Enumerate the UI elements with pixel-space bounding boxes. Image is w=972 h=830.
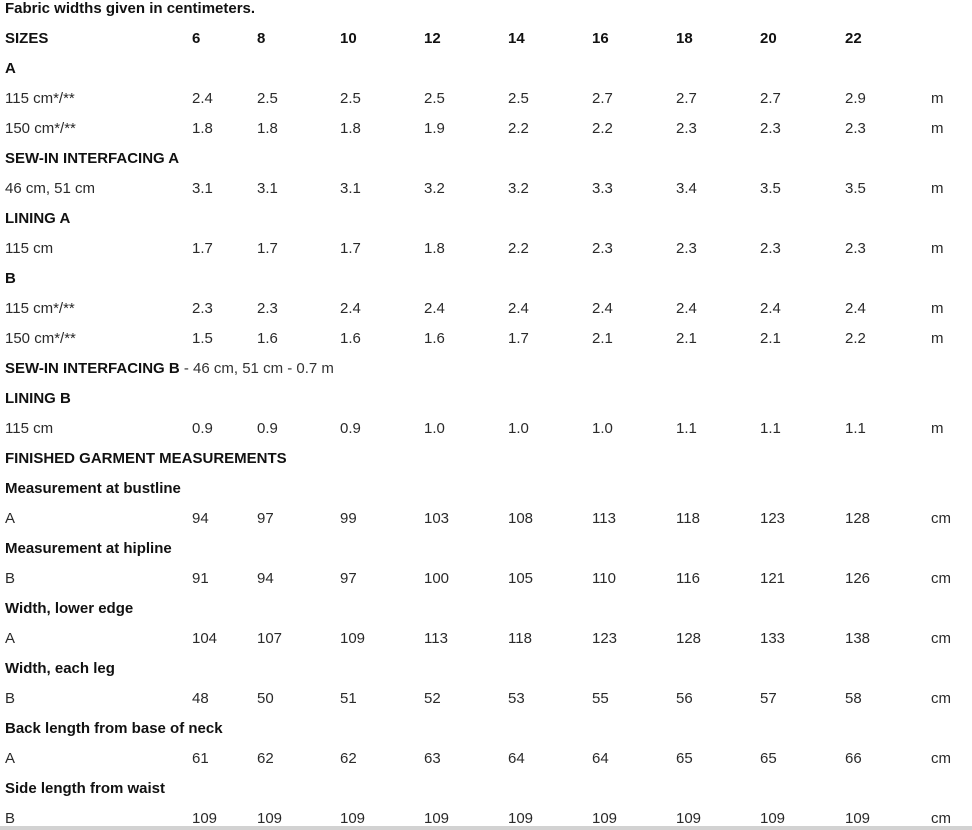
unit-cell: cm	[931, 570, 951, 587]
row-label: A	[5, 630, 16, 647]
value-cell: 1.7	[192, 240, 213, 257]
value-cell: 2.2	[845, 330, 866, 347]
value-cell: 2.4	[845, 300, 866, 317]
value-cell: 1.8	[424, 240, 445, 257]
section-heading-row	[0, 474, 972, 504]
value-cell: 109	[845, 810, 871, 826]
table-row	[0, 174, 972, 204]
value-cell: 2.3	[845, 240, 866, 257]
value-cell: 56	[676, 690, 693, 707]
size-header: 12	[424, 30, 441, 47]
value-cell: 64	[592, 750, 609, 767]
value-cell: 138	[845, 630, 871, 647]
value-cell: 3.5	[760, 180, 781, 197]
value-cell: 91	[192, 570, 209, 587]
value-cell: 1.1	[676, 420, 697, 437]
unit-cell: m	[931, 240, 944, 257]
value-cell: 62	[257, 750, 274, 767]
value-cell: 109	[340, 810, 366, 826]
value-cell: 1.1	[760, 420, 781, 437]
value-cell: 109	[760, 810, 786, 826]
value-cell: 2.3	[760, 240, 781, 257]
section-heading: Width, each leg	[5, 660, 115, 677]
value-cell: 118	[676, 510, 700, 527]
value-cell: 2.3	[257, 300, 278, 317]
value-cell: 113	[592, 510, 616, 527]
section-heading-row	[0, 264, 972, 294]
value-cell: 2.2	[508, 240, 529, 257]
value-cell: 1.6	[424, 330, 445, 347]
value-cell: 1.1	[845, 420, 866, 437]
sizes-header-label: SIZES	[5, 30, 49, 47]
value-cell: 1.8	[340, 120, 361, 137]
value-cell: 1.6	[340, 330, 361, 347]
value-cell: 109	[424, 810, 450, 826]
value-cell: 123	[760, 510, 786, 527]
section-heading-row	[0, 444, 972, 474]
section-heading: Back length from base of neck	[5, 720, 223, 737]
value-cell: 109	[676, 810, 702, 826]
value-cell: 0.9	[340, 420, 361, 437]
row-label: B	[5, 570, 16, 587]
value-cell: 52	[424, 690, 441, 707]
value-cell: 2.4	[760, 300, 781, 317]
unit-cell: m	[931, 180, 944, 197]
value-cell: 113	[424, 630, 448, 647]
value-cell: 2.3	[676, 120, 697, 137]
section-heading-row	[0, 654, 972, 684]
value-cell: 3.1	[340, 180, 361, 197]
section-heading: B	[5, 270, 16, 287]
value-cell: 1.0	[424, 420, 445, 437]
size-header: 14	[508, 30, 525, 47]
section-heading-row	[0, 534, 972, 564]
value-cell: 3.1	[192, 180, 213, 197]
value-cell: 2.3	[676, 240, 697, 257]
value-cell: 1.7	[340, 240, 361, 257]
title-row	[0, 0, 972, 24]
value-cell: 97	[340, 570, 357, 587]
value-cell: 65	[676, 750, 693, 767]
row-label: 150 cm*/**	[5, 120, 76, 137]
value-cell: 3.5	[845, 180, 866, 197]
value-cell: 109	[257, 810, 283, 826]
table-row	[0, 414, 972, 444]
value-cell: 109	[192, 810, 218, 826]
value-cell: 2.5	[257, 90, 278, 107]
section-heading-row	[0, 204, 972, 234]
value-cell: 2.9	[845, 90, 866, 107]
value-cell: 94	[257, 570, 274, 587]
value-cell: 62	[340, 750, 357, 767]
section-heading: Side length from waist	[5, 780, 166, 797]
value-cell: 64	[508, 750, 525, 767]
value-cell: 133	[760, 630, 786, 647]
value-cell: 105	[508, 570, 534, 587]
value-cell: 109	[508, 810, 534, 826]
unit-cell: cm	[931, 630, 951, 647]
value-cell: 3.2	[508, 180, 529, 197]
value-cell: 123	[592, 630, 618, 647]
section-heading-row	[0, 594, 972, 624]
scrollbar-thumb[interactable]	[0, 826, 972, 830]
table-row	[0, 294, 972, 324]
unit-cell: m	[931, 300, 944, 317]
value-cell: 100	[424, 570, 450, 587]
value-cell: 2.7	[760, 90, 781, 107]
row-label: 115 cm*/**	[5, 90, 75, 107]
size-header: 18	[676, 30, 693, 47]
value-cell: 2.5	[424, 90, 445, 107]
section-heading: Measurement at hipline	[5, 540, 172, 557]
value-cell: 51	[340, 690, 357, 707]
section-heading: SEW-IN INTERFACING A	[5, 150, 180, 167]
section-heading-row	[0, 354, 972, 384]
row-label: A	[5, 510, 16, 527]
section-heading-row	[0, 144, 972, 174]
sizes-header-row	[0, 24, 972, 54]
table-row	[0, 324, 972, 354]
section-heading-row	[0, 54, 972, 84]
value-cell: 1.5	[192, 330, 213, 347]
row-label: B	[5, 690, 16, 707]
value-cell: 0.9	[192, 420, 213, 437]
value-cell: 126	[845, 570, 871, 587]
horizontal-scrollbar[interactable]	[0, 826, 972, 830]
table-row	[0, 744, 972, 774]
section-heading: A	[5, 60, 16, 77]
value-cell: 109	[592, 810, 618, 826]
page-title: Fabric widths given in centimeters.	[5, 0, 256, 17]
value-cell: 2.1	[676, 330, 697, 347]
row-label: 115 cm*/**	[5, 300, 75, 317]
value-cell: 65	[760, 750, 777, 767]
value-cell: 2.1	[592, 330, 613, 347]
value-cell: 103	[424, 510, 450, 527]
size-header: 16	[592, 30, 609, 47]
value-cell: 1.0	[592, 420, 613, 437]
value-cell: 2.4	[676, 300, 697, 317]
value-cell: 104	[192, 630, 218, 647]
value-cell: 107	[257, 630, 283, 647]
table-row	[0, 504, 972, 534]
unit-cell: m	[931, 120, 944, 137]
value-cell: 2.3	[192, 300, 213, 317]
value-cell: 2.3	[592, 240, 613, 257]
row-label: 150 cm*/**	[5, 330, 76, 347]
value-cell: 2.2	[592, 120, 613, 137]
value-cell: 2.5	[508, 90, 529, 107]
value-cell: 2.4	[508, 300, 529, 317]
unit-cell: m	[931, 90, 944, 107]
row-label: 46 cm, 51 cm	[5, 180, 96, 197]
section-heading-row	[0, 774, 972, 804]
table-row	[0, 804, 972, 826]
value-cell: 2.4	[592, 300, 613, 317]
table-row	[0, 564, 972, 594]
value-cell: 3.2	[424, 180, 445, 197]
section-heading-row	[0, 714, 972, 744]
section-heading: Width, lower edge	[5, 600, 134, 617]
value-cell: 2.2	[508, 120, 529, 137]
value-cell: 0.9	[257, 420, 278, 437]
value-cell: 1.0	[508, 420, 529, 437]
value-cell: 1.6	[257, 330, 278, 347]
value-cell: 2.7	[592, 90, 613, 107]
size-header: 10	[340, 30, 357, 47]
value-cell: 50	[257, 690, 274, 707]
value-cell: 63	[424, 750, 441, 767]
value-cell: 2.5	[340, 90, 361, 107]
value-cell: 1.7	[508, 330, 529, 347]
value-cell: 99	[340, 510, 357, 527]
row-label: 115 cm	[5, 240, 54, 257]
section-heading: SEW-IN INTERFACING B - 46 cm, 51 cm - 0.7 m	[5, 360, 334, 377]
section-heading: LINING B	[5, 390, 71, 407]
value-cell: 61	[192, 750, 209, 767]
section-note: - 46 cm, 51 cm - 0.7 m	[179, 360, 334, 377]
value-cell: 3.1	[257, 180, 278, 197]
value-cell: 108	[508, 510, 534, 527]
value-cell: 48	[192, 690, 209, 707]
unit-cell: cm	[931, 810, 951, 826]
value-cell: 110	[592, 570, 616, 587]
table-row	[0, 84, 972, 114]
table-row	[0, 684, 972, 714]
value-cell: 1.9	[424, 120, 445, 137]
value-cell: 66	[845, 750, 862, 767]
size-header: 22	[845, 30, 862, 47]
value-cell: 1.8	[257, 120, 278, 137]
unit-cell: cm	[931, 690, 951, 707]
value-cell: 116	[676, 570, 700, 587]
unit-cell: m	[931, 420, 944, 437]
size-header: 20	[760, 30, 777, 47]
value-cell: 94	[192, 510, 209, 527]
value-cell: 2.3	[760, 120, 781, 137]
value-cell: 128	[845, 510, 871, 527]
row-label: A	[5, 750, 16, 767]
value-cell: 2.7	[676, 90, 697, 107]
value-cell: 1.7	[257, 240, 278, 257]
value-cell: 128	[676, 630, 702, 647]
value-cell: 3.3	[592, 180, 613, 197]
unit-cell: cm	[931, 510, 951, 527]
value-cell: 53	[508, 690, 525, 707]
value-cell: 55	[592, 690, 609, 707]
value-cell: 118	[508, 630, 532, 647]
value-cell: 2.1	[760, 330, 781, 347]
value-cell: 2.4	[192, 90, 213, 107]
unit-cell: m	[931, 330, 944, 347]
value-cell: 57	[760, 690, 777, 707]
table-row	[0, 234, 972, 264]
size-header: 6	[192, 30, 201, 47]
value-cell: 2.4	[340, 300, 361, 317]
unit-cell: cm	[931, 750, 951, 767]
section-heading-row	[0, 384, 972, 414]
value-cell: 58	[845, 690, 862, 707]
value-cell: 121	[760, 570, 786, 587]
table-row	[0, 624, 972, 654]
table-row	[0, 114, 972, 144]
value-cell: 3.4	[676, 180, 697, 197]
value-cell: 97	[257, 510, 274, 527]
row-label: 115 cm	[5, 420, 54, 437]
value-cell: 109	[340, 630, 366, 647]
value-cell: 2.3	[845, 120, 866, 137]
value-cell: 2.4	[424, 300, 445, 317]
row-label: B	[5, 810, 16, 826]
section-heading: FINISHED GARMENT MEASUREMENTS	[5, 450, 287, 467]
section-heading: LINING A	[5, 210, 71, 227]
value-cell: 1.8	[192, 120, 213, 137]
section-heading: Measurement at bustline	[5, 480, 181, 497]
size-header: 8	[257, 30, 266, 47]
